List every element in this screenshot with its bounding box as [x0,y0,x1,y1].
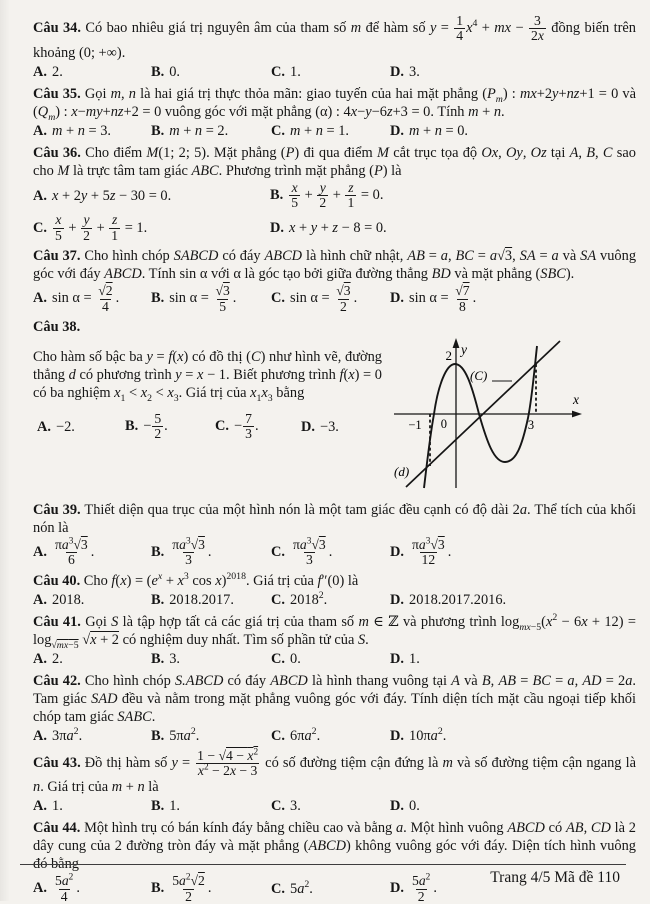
option-key: C. [271,798,285,815]
option-C [271,591,390,609]
question-text [33,144,636,180]
option-A [33,63,151,81]
question-label: Câu 34. [33,20,81,37]
option-C [271,797,390,815]
option-A [37,418,125,436]
option-key: B. [151,650,165,667]
option-key: B. [151,290,165,307]
option-A [33,538,151,568]
option-key: C. [33,219,47,236]
question-body: Một hình trụ có bán kính đáy bằng chiều cao và bằng a. Một hình vuông ABCD có AB, CD là 2 dây cung của 2 đường tròn đáy và mặt phẳng (ABCD) không vuông góc với đáy. Diện tích hình vuông đó bằng [33,820,636,873]
question-body: Cho $f(x) = (e^x + x^3$ cos x)$^{2018}$. Giá trị của f″(0) là [83,570,359,589]
option-key: D. [390,880,404,897]
option-key: D. [301,418,315,435]
option-key: D. [390,650,404,667]
option-key: C. [271,727,285,744]
question-body: Cho hình chóp S.ABCD có đáy ABCD là hình thang vuông tại A và B, AB = BC = a, AD = 2a. Tam giác SAD đều và nằm trong mặt phẳng vuông góc với đáy. Tính diện tích mặt cầu ngoại tiếp khối chóp tam giác SABC. [33,672,637,725]
option-C [271,727,390,745]
option-key: D. [390,798,404,815]
question-label: Câu 44. [33,820,81,837]
option-value: −2. [56,418,75,435]
option-D [390,284,636,314]
question-body: Thiết diện qua trục của một hình nón là một tam giác đều cạnh có độ dài 2a. Thể tích của khối nón là [33,501,637,536]
option-key: C. [271,63,285,80]
question-body: Cho hàm số bậc ba y = f(x) có đồ thị (C) như hình vẽ, đường thẳng d có phương trình y = x − 1. Biết phương trình f(x) = 0 có ba nghiệm $x_1 < x_2 < x_3$. Giá trị của $x_1x_3$ bằng [33,348,383,404]
option-B [151,538,271,568]
option-value: $\frac{\pi a^3√3}{3}$ . [293,536,333,568]
options-row [33,122,636,140]
option-key: B. [151,727,165,744]
option-key: A. [33,650,47,667]
question-39 [33,501,636,568]
option-B [125,412,215,442]
question-text [33,672,636,726]
question-text [33,14,636,62]
option-B [270,181,636,211]
option-value: 1. [169,798,180,815]
option-value: 3. [409,63,420,80]
option-B [151,591,271,609]
option-value: 3. [169,650,180,667]
option-value: $\frac{5a^2}{2}$ . [412,872,437,904]
option-value: −3. [320,418,339,435]
option-value: $\frac{\pi a^3√3}{3}$ . [172,536,212,568]
question-label: Câu 41. [33,613,81,630]
graph-x-tick-3: 3 [527,417,535,432]
option-C [271,284,390,314]
option-B [151,650,271,668]
option-key: A. [33,63,47,80]
option-value: $10\pi a^2$. [409,725,447,744]
question-body: Gọi S là tập hợp tất cả các giá trị của tham số m ∈ ℤ và phương trình $\log_{mx-5}(x^2 - 6x + 12) = \log_{√mx-5} √x + 2$ có nghiệm duy nhất. Tìm số phần tử của S. [33,611,636,651]
option-value: $\frac{x}{5}$ + $\frac{y}{2}$ + $\frac{z}{1}$ = 0. [291,179,384,211]
option-key: A. [33,591,47,608]
option-key: A. [33,727,47,744]
option-value: 2018$^2$. [290,589,328,608]
option-D [390,727,636,745]
question-heading [33,318,636,336]
option-key: A. [33,798,47,815]
question-35 [33,85,636,140]
question-34 [33,14,636,81]
option-B [151,727,271,745]
option-value: − $\frac{7}{3}$ . [234,410,259,442]
options-row [33,797,636,815]
option-key: D. [390,63,404,80]
question-label: Câu 35. [33,85,81,102]
option-value: 1. [52,798,63,815]
option-key: C. [271,650,285,667]
question-44 [33,819,636,904]
graph-x-tick-neg1: −1 [408,417,422,432]
question-37 [33,247,636,314]
question-label: Câu 36. [33,144,81,161]
option-A [33,797,151,815]
option-key: B. [151,544,165,561]
options-row [33,63,636,81]
option-key: B. [151,880,165,897]
option-key: D. [390,727,404,744]
options-grid [33,181,636,243]
option-value: 1. [409,650,420,667]
option-value: − $\frac{5}{2}$ . [143,410,168,442]
question-38-text-column [33,336,382,444]
option-value: sin α = $\frac{√7}{8}$ . [409,283,477,314]
option-value: 1. [290,63,301,80]
option-value: $\frac{x}{5}$ + $\frac{y}{2}$ + $\frac{z}{1}$ = 1. [55,212,148,243]
option-value: 2. [52,63,63,80]
option-key: D. [390,591,404,608]
question-label: Câu 38. [33,318,81,335]
option-key: A. [37,418,51,435]
option-A [33,122,151,140]
option-value: m + n = 3. [52,122,112,139]
option-value: m + n = 0. [409,122,469,139]
option-value: $5\pi a^2$. [169,725,200,744]
option-key: C. [215,418,229,435]
question-label: Câu 39. [33,501,81,518]
option-key: C. [271,122,285,139]
option-value: $\frac{\pi a^3√3}{12}$ . [412,536,452,568]
x-axis-arrow [572,410,582,417]
option-C [215,412,301,442]
y-axis-arrow [453,338,460,348]
option-key: A. [33,880,47,897]
question-text [33,613,636,649]
option-key: A. [33,544,47,561]
question-40 [33,572,636,609]
option-value: 0. [169,63,180,80]
option-C [271,538,390,568]
question-body: Đồ thị hàm số y = $\frac{1 - √4 - x^2}{x^2 - 2x - 3}$ có số đường tiệm cận đứng là m và số đường tiệm cận ngang là n. Giá trị của m + n là [33,747,636,796]
option-key: C. [271,290,285,307]
option-value: $\frac{\pi a^3√3}{6}$ . [55,536,95,568]
question-body: Gọi m, n là hai giá trị thực thỏa mãn: giao tuyến của hai mặt phẳng $(P_m)$ : mx+2y+nz+1 = 0 và $(Q_m)$ : x−my+nz+2 = 0 vuông góc với mặt phẳng (α) : 4x−y−6z+3 = 0. Tính m + n. [33,85,636,123]
option-key: B. [151,122,165,139]
question-41 [33,613,636,668]
option-D [390,538,636,568]
question-38 [33,318,636,497]
options-row [33,284,636,314]
graph-line-label: (d) [394,463,410,479]
option-key: C. [271,591,285,608]
option-D [390,63,636,81]
options-row [33,727,636,745]
option-D [301,418,382,436]
option-value: $3\pi a^2$. [52,725,83,744]
option-D [390,797,636,815]
question-body: Có bao nhiêu giá trị nguyên âm của tham số m để hàm số y = $\frac{1}{4}$ $x^4$ + mx − $\frac{3}{2x}$ đồng biến trên khoảng (0; +∞). [33,13,637,61]
option-A [33,187,270,205]
option-value: 2018. [52,591,85,608]
options-row [33,591,636,609]
question-text [33,572,636,590]
option-B [151,122,271,140]
option-value: 2018.2017.2016. [409,591,507,608]
option-value: 3. [290,798,301,815]
question-body: Cho điểm M(1; 2; 5). Mặt phẳng (P) đi qua điểm M cắt trục tọa độ Ox, Oy, Oz tại A, B, C sao cho M là trực tâm tam giác ABC. Phương trình mặt phẳng (P) là [33,144,636,179]
graph-y-tick-2: 2 [445,347,452,363]
page-number: Trang 4/5 Mã đề 110 [490,869,620,886]
option-A [33,727,151,745]
option-value: m + n = 1. [290,122,350,139]
option-B [151,797,271,815]
option-B [151,63,271,81]
option-value: 0. [290,650,301,667]
option-C [271,122,390,140]
options-row [33,412,382,442]
question-42 [33,672,636,745]
option-D [390,591,636,609]
option-value: $\frac{5a^2√2}{2}$ . [172,872,212,904]
options-row [33,538,636,568]
option-value: x + 2y + 5z − 30 = 0. [52,187,172,204]
option-value: $5a^2$. [290,879,313,898]
question-body: Cho hình chóp SABCD có đáy ABCD là hình chữ nhật, AB = a, BC = a√3, SA = a và SA vuông góc với đáy ABCD. Tính sin α với α là góc tạo bởi giữa đường thẳng BD và mặt phẳng (SBC). [33,248,637,283]
option-D [270,219,636,237]
question-38-figure [388,336,636,497]
option-key: B. [151,591,165,608]
graph-curve-label: (C) [470,367,488,383]
cubic-graph [388,336,636,492]
question-label: Câu 42. [33,672,81,689]
option-key: D. [270,220,284,237]
option-value: sin α = $\frac{√2}{4}$ . [52,283,120,314]
option-key: C. [271,881,285,898]
option-B [151,284,271,314]
option-A [33,284,151,314]
option-A [33,650,151,668]
option-key: D. [390,122,404,139]
option-value: x + y + z − 8 = 0. [289,220,387,237]
question-text [33,749,636,797]
option-key: B. [270,186,284,203]
graph-x-axis-label: x [573,391,579,407]
option-key: A. [33,290,47,307]
option-key: D. [390,290,404,307]
option-value: 0. [409,798,420,815]
option-key: B. [151,63,165,80]
question-label: Câu 40. [33,572,81,589]
option-C [271,650,390,668]
graph-y-axis-label: y [461,341,467,357]
question-43 [33,749,636,816]
option-key: A. [33,122,47,139]
question-label: Câu 37. [33,248,81,265]
option-key: C. [271,544,285,561]
option-key: B. [151,798,165,815]
question-text [33,247,636,283]
option-key: A. [33,187,47,204]
options-row [33,650,636,668]
option-value: 2. [52,650,63,667]
option-value: sin α = $\frac{√3}{5}$ . [169,283,237,314]
option-value: $\frac{5a^2}{4}$ . [55,872,80,904]
question-text [33,501,636,537]
option-key: B. [125,418,139,435]
option-key: D. [390,544,404,561]
page-footer [0,864,650,887]
option-C [33,213,270,243]
option-value: m + n = 2. [169,122,229,139]
option-A [33,591,151,609]
graph-origin-label: 0 [440,416,447,431]
question-38-content [33,336,636,497]
option-C [271,63,390,81]
option-value: 2018.2017. [169,591,234,608]
option-D [390,650,636,668]
option-value: $6\pi a^2$. [290,725,321,744]
question-label: Câu 43. [33,754,81,771]
question-text [33,85,636,121]
option-D [390,122,636,140]
question-36 [33,144,636,243]
option-value: sin α = $\frac{√3}{2}$ . [290,283,358,314]
